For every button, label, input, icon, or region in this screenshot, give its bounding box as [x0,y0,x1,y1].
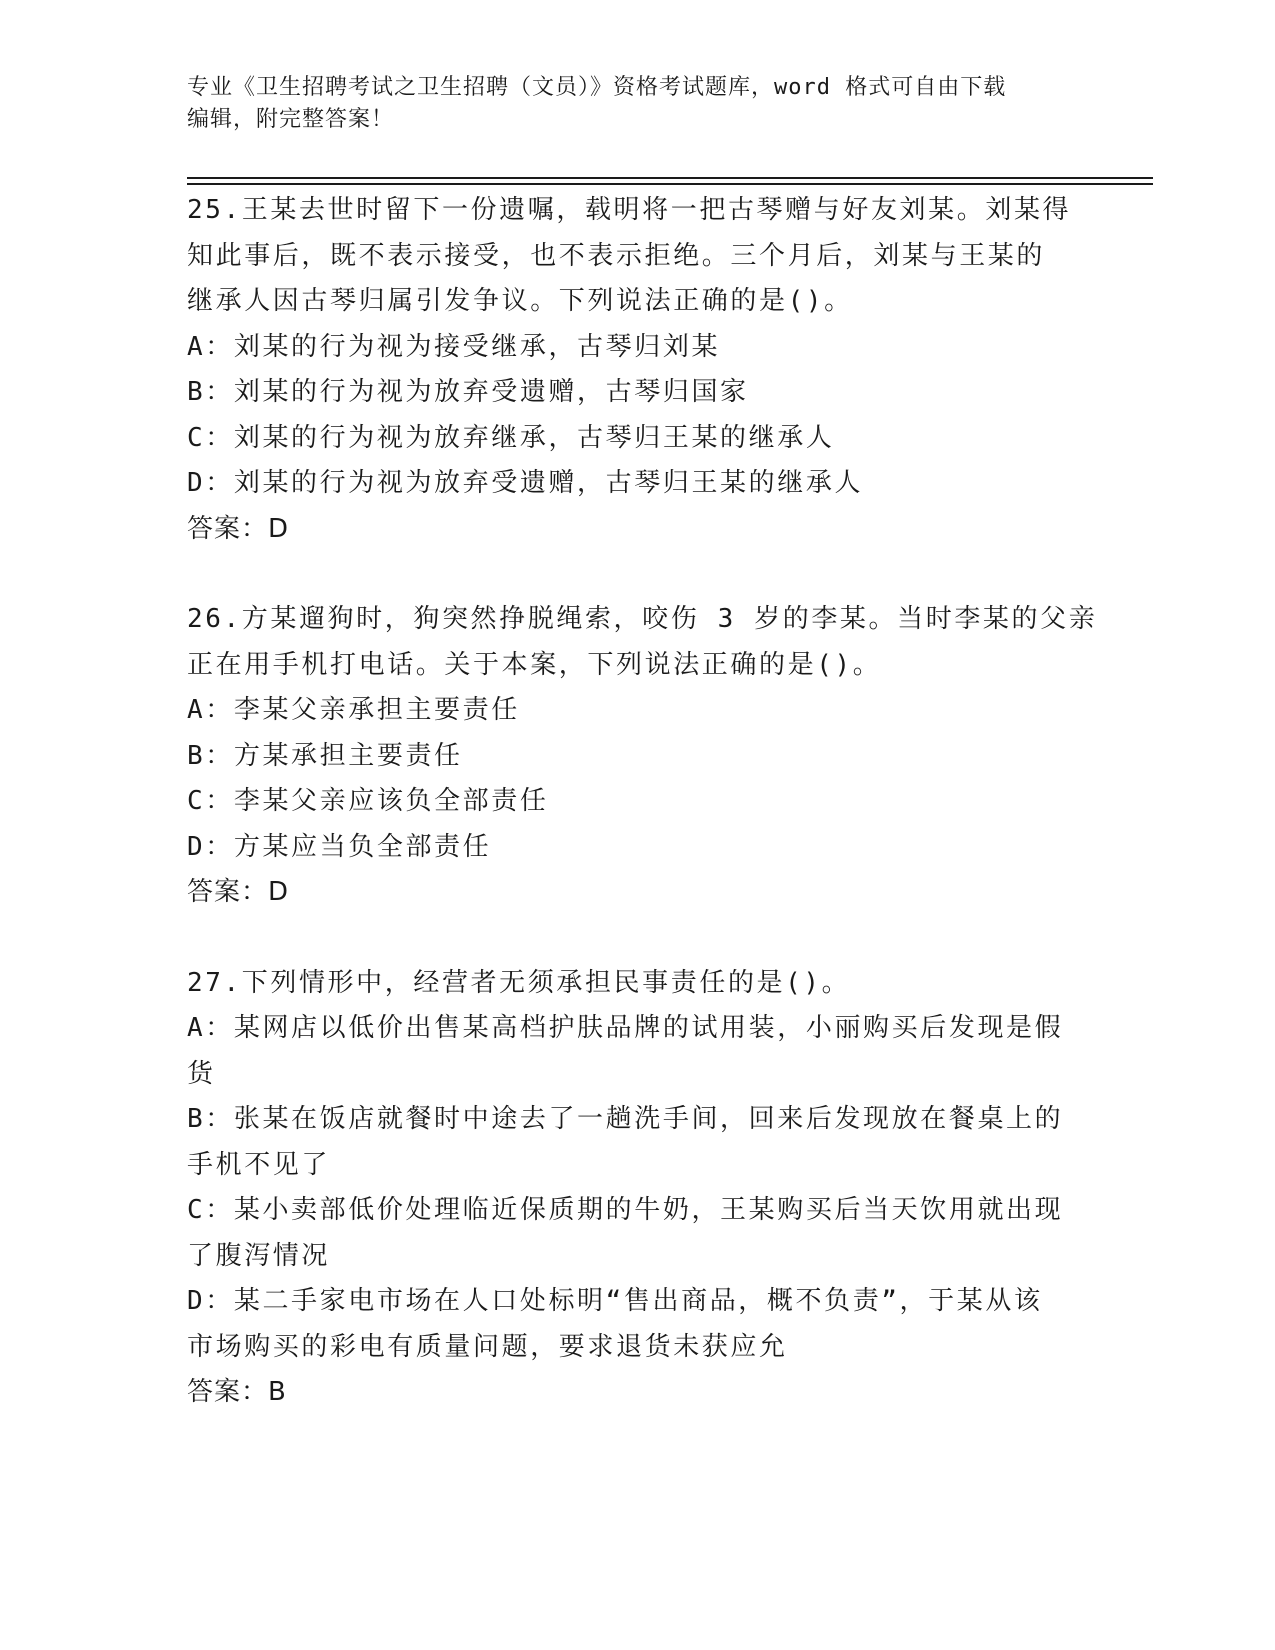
question-25 [187,188,1087,552]
option-c: C：刘某的行为视为放弃继承，古琴归王某的继承人 [187,422,835,453]
option-a: A：某网店以低价出售某高档护肤品牌的试用装，小丽购买后发现是假 [187,1013,1064,1043]
question-26 [187,597,1098,916]
option-c: C：李某父亲应该负全部责任 [187,786,549,816]
question-stem-line: 27.下列情形中，经营者无须承担民事责任的是()。 [187,967,851,998]
option-d: D：某二手家电市场在人口处标明“售出商品，概不负责”，于某从该 [187,1286,1043,1316]
option-d: D：刘某的行为视为放弃受遗赠，古琴归王某的继承人 [187,468,864,498]
header-divider-bottom [187,183,1153,185]
header-line-2: 编辑，附完整答案！ [187,107,395,132]
option-a: A：刘某的行为视为接受继承，古琴归刘某 [187,331,721,362]
answer-line: 答案：D [187,513,290,544]
question-stem-line: 25.王某去世时留下一份遗嘱，载明将一把古琴赠与好友刘某。刘某得 [187,195,1072,225]
question-27 [187,961,1087,1416]
option-b: B：方某承担主要责任 [187,740,463,771]
answer-line: 答案：B [187,1377,287,1407]
option-a-continuation: 货 [187,1058,216,1089]
answer-line: 答案：D [187,877,290,907]
option-b: B：张某在饭店就餐时中途去了一趟洗手间，回来后发现放在餐桌上的 [187,1104,1064,1134]
question-spacer [187,552,1087,597]
option-b: B：刘某的行为视为放弃受遗赠，古琴归国家 [187,377,749,407]
question-stem-line: 知此事后，既不表示接受，也不表示拒绝。三个月后，刘某与王某的 [187,240,1046,271]
header-divider-top [187,177,1153,179]
option-d-continuation: 市场购买的彩电有质量问题，要求退货未获应允 [187,1331,788,1362]
document-header [187,72,1067,136]
header-line-1: 专业《卫生招聘考试之卫生招聘（文员）》资格考试题库，word 格式可自由下载 [187,75,1007,100]
question-stem-line: 正在用手机打电话。关于本案，下列说法正确的是()。 [187,649,882,680]
question-stem-line: 继承人因古琴归属引发争议。下列说法正确的是()。 [187,286,853,316]
option-c-continuation: 了腹泻情况 [187,1240,331,1271]
question-stem-line: 26.方某遛狗时，狗突然挣脱绳索，咬伤 3 岁的李某。当时李某的父亲 [187,604,1098,634]
option-d: D：方某应当负全部责任 [187,831,492,862]
question-spacer [187,916,1087,961]
option-a: A：李某父亲承担主要责任 [187,695,520,725]
option-c: C：某小卖部低价处理临近保质期的牛奶，王某购买后当天饮用就出现 [187,1195,1064,1225]
question-list [187,188,1098,1416]
option-b-continuation: 手机不见了 [187,1149,331,1180]
